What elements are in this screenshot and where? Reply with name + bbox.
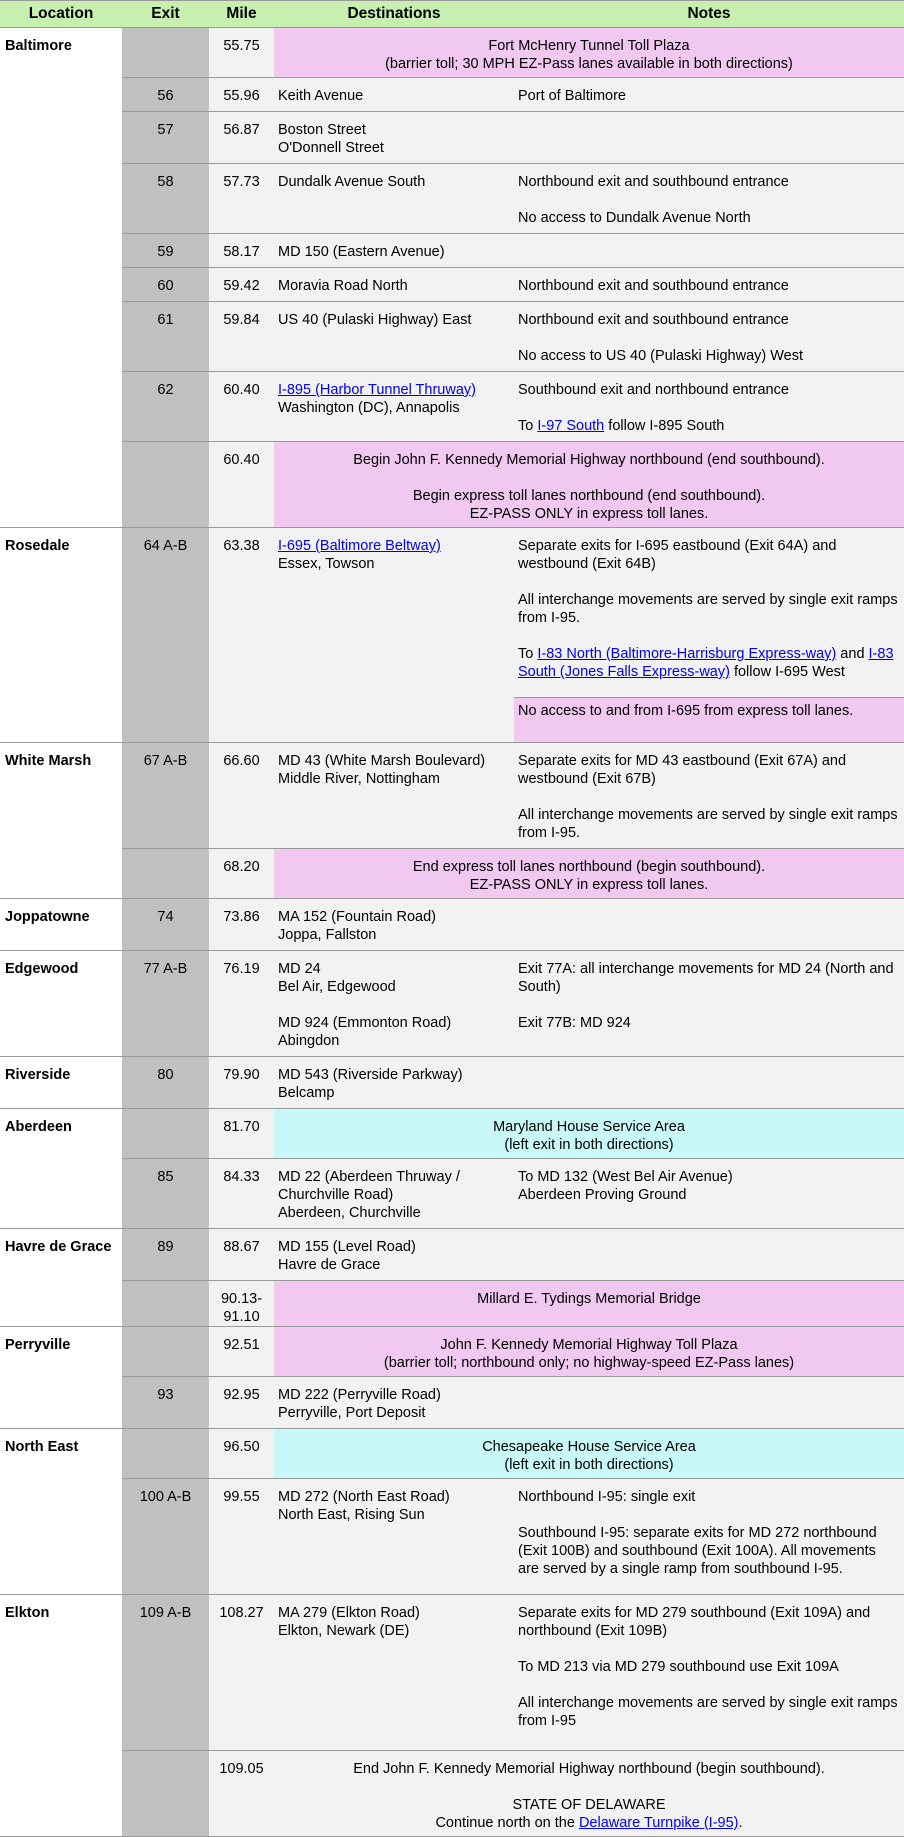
table-row: [0, 442, 904, 528]
table-row: [0, 28, 904, 78]
notes-cell: [514, 1159, 904, 1229]
note-text: To: [518, 418, 538, 434]
table-row: [0, 1057, 904, 1109]
note-line: [518, 645, 900, 681]
destination-cell: [274, 1479, 514, 1595]
note-line: Separate exits for MD 279 southbound (Exit 109A) and northbound (Exit 109B): [518, 1605, 871, 1639]
note-line: Exit 77B: MD 924: [518, 1015, 631, 1031]
mile-cell: 60.40: [209, 372, 274, 442]
dest-line: MD 924 (Emmonton Road): [278, 1015, 452, 1031]
note-line: (barrier toll; northbound only; no highway-speed EZ-Pass lanes): [383, 1355, 795, 1371]
mile-cell: 108.27: [209, 1595, 274, 1751]
table-row: [0, 1377, 904, 1429]
note-line: Northbound I-95: single exit: [518, 1489, 696, 1505]
location-aberdeen: Aberdeen: [0, 1109, 122, 1229]
note-line: All interchange movements are served by single exit ramps from I-95.: [518, 807, 898, 841]
mile-cell: 92.51: [209, 1327, 274, 1377]
express-lanes-end-note: [274, 849, 904, 899]
table-row: [0, 302, 904, 372]
destination-cell: [274, 1229, 514, 1281]
notes-cell: Northbound exit and southbound entrance: [514, 268, 904, 302]
destination-cell: [274, 372, 514, 442]
exit-cell: 89: [122, 1229, 209, 1281]
location-north-east: North East: [0, 1429, 122, 1595]
express-lanes-note: No access to and from I-695 from express toll lanes.: [514, 698, 904, 743]
destination-cell: [274, 899, 514, 951]
mile-line: 90.13-: [220, 1291, 263, 1307]
header-row: [0, 1, 904, 28]
table-row: [0, 112, 904, 164]
notes-cell: [514, 1377, 904, 1429]
mile-line: 91.10: [223, 1309, 260, 1325]
dest-line: MA 279 (Elkton Road): [278, 1605, 420, 1621]
note-line: Southbound exit and northbound entrance: [518, 382, 789, 398]
exit-cell: 60: [122, 268, 209, 302]
toll-plaza-note: [274, 28, 904, 78]
note-line: No access to Dundalk Avenue North: [518, 210, 751, 226]
service-area-note: [274, 1429, 904, 1479]
notes-cell: [514, 1229, 904, 1281]
i-97-south-link[interactable]: I-97 South: [537, 418, 605, 434]
mile-cell: 59.42: [209, 268, 274, 302]
mile-cell: 84.33: [209, 1159, 274, 1229]
exit-cell: [122, 28, 209, 78]
destination-cell: [274, 1057, 514, 1109]
table-row: [0, 1429, 904, 1479]
note-line: All interchange movements are served by single exit ramps from I-95: [518, 1695, 898, 1729]
note-line: To MD 213 via MD 279 southbound use Exit 109A: [518, 1659, 839, 1675]
note-text: and: [836, 646, 869, 662]
mile-cell: 68.20: [209, 849, 274, 899]
note-line: (left exit in both directions): [504, 1137, 674, 1153]
dest-line: Elkton, Newark (DE): [278, 1623, 410, 1639]
note-line: Exit 77A: all interchange movements for MD 24 (North and South): [518, 961, 894, 995]
exit-cell: [122, 1281, 209, 1327]
exit-cell: [122, 1109, 209, 1159]
destination-cell: [274, 951, 514, 1057]
exit-cell: 58: [122, 164, 209, 234]
dest-line: MD 222 (Perryville Road): [278, 1387, 441, 1403]
exit-cell: 67 A-B: [122, 743, 209, 849]
location-baltimore: Baltimore: [0, 28, 122, 528]
note-line: [518, 417, 900, 435]
dest-line: North East, Rising Sun: [278, 1507, 425, 1523]
header-notes: Notes: [514, 1, 904, 28]
jfk-highway-note: [274, 442, 904, 528]
mile-cell: 73.86: [209, 899, 274, 951]
note-line: Northbound exit and southbound entrance: [518, 312, 789, 328]
table-row: [0, 899, 904, 951]
dest-line: MA 152 (Fountain Road): [278, 909, 436, 925]
location-havre-de-grace: Havre de Grace: [0, 1229, 122, 1327]
note-line: EZ-PASS ONLY in express toll lanes.: [469, 877, 709, 893]
mile-cell: 59.84: [209, 302, 274, 372]
table-row: [0, 743, 904, 849]
service-area-note: [274, 1109, 904, 1159]
note-line: STATE OF DELAWARE: [512, 1797, 666, 1813]
table-row: [0, 951, 904, 1057]
table-row: [0, 372, 904, 442]
notes-cell: Port of Baltimore: [514, 78, 904, 112]
destination-cell: [274, 1377, 514, 1429]
toll-plaza-note: [274, 1327, 904, 1377]
table-row: [0, 268, 904, 302]
note-line: No access to US 40 (Pulaski Highway) West: [518, 348, 804, 364]
notes-cell: [514, 1057, 904, 1109]
table-row: [0, 1109, 904, 1159]
exit-cell: [122, 1429, 209, 1479]
mile-cell: 79.90: [209, 1057, 274, 1109]
exit-cell: [122, 849, 209, 899]
dest-line: Washington (DC), Annapolis: [278, 400, 460, 416]
header-exit: Exit: [122, 1, 209, 28]
mile-cell: 57.73: [209, 164, 274, 234]
exit-cell: 85: [122, 1159, 209, 1229]
dest-line: MD 43 (White Marsh Boulevard): [278, 753, 486, 769]
mile-cell: 81.70: [209, 1109, 274, 1159]
dest-line: Boston Street: [278, 122, 366, 138]
exit-cell: [122, 1327, 209, 1377]
exit-cell: [122, 442, 209, 528]
notes-cell: [514, 372, 904, 442]
mile-cell: 96.50: [209, 1429, 274, 1479]
location-elkton: Elkton: [0, 1595, 122, 1837]
note-text: To: [518, 646, 538, 662]
header-destinations: Destinations: [274, 1, 514, 28]
destination-cell: Dundalk Avenue South: [274, 164, 514, 234]
notes-cell: [514, 743, 904, 849]
mile-cell: 99.55: [209, 1479, 274, 1595]
dest-line: MD 155 (Level Road): [278, 1239, 416, 1255]
exit-cell: 109 A-B: [122, 1595, 209, 1751]
note-line: [278, 1814, 900, 1832]
exit-cell: 57: [122, 112, 209, 164]
location-riverside: Riverside: [0, 1057, 122, 1109]
table-row: [0, 1595, 904, 1751]
exit-cell: 93: [122, 1377, 209, 1429]
mile-cell: [209, 1281, 274, 1327]
note-line: Southbound I-95: separate exits for MD 272 northbound (Exit 100B) and southbound (Exit 100A). All movements are served by a single ramp from southbound I-95.: [518, 1525, 877, 1577]
mile-cell: 56.87: [209, 112, 274, 164]
dest-line: Joppa, Fallston: [278, 927, 377, 943]
destination-cell: [274, 1159, 514, 1229]
i-895-link[interactable]: I-895 (Harbor Tunnel Thruway): [278, 382, 476, 398]
location-perryville: Perryville: [0, 1327, 122, 1429]
dest-line: O'Donnell Street: [278, 140, 384, 156]
destination-cell: [274, 112, 514, 164]
dest-line: Bel Air, Edgewood: [278, 979, 396, 995]
exit-cell: 80: [122, 1057, 209, 1109]
exit-cell: 100 A-B: [122, 1479, 209, 1595]
note-line: Maryland House Service Area: [493, 1119, 685, 1135]
note-line: All interchange movements are served by single exit ramps from I-95.: [518, 592, 898, 626]
dest-line: Essex, Towson: [278, 556, 375, 572]
destination-cell: [274, 1595, 514, 1751]
destination-cell: [274, 743, 514, 849]
note-line: Chesapeake House Service Area: [482, 1439, 696, 1455]
note-line: Begin express toll lanes northbound (end southbound).: [412, 488, 766, 504]
i-83-south-link[interactable]: I-83 South (Jones Falls Express-way): [518, 646, 894, 680]
table-row: [0, 1479, 904, 1595]
header-location: Location: [0, 1, 122, 28]
table-row: [0, 1281, 904, 1327]
exit-cell: 61: [122, 302, 209, 372]
location-rosedale: Rosedale: [0, 528, 122, 743]
mile-cell: 109.05: [209, 1751, 274, 1837]
table-row: [0, 164, 904, 234]
notes-cell: [514, 1479, 904, 1595]
destination-cell: Moravia Road North: [274, 268, 514, 302]
notes-cell: [514, 1595, 904, 1751]
location-edgewood: Edgewood: [0, 951, 122, 1057]
note-line: Separate exits for I-695 eastbound (Exit 64A) and westbound (Exit 64B): [518, 538, 837, 572]
exit-cell: 64 A-B: [122, 528, 209, 743]
note-line: End John F. Kennedy Memorial Highway northbound (begin southbound).: [353, 1761, 825, 1777]
table-row: [0, 1229, 904, 1281]
note-line: (left exit in both directions): [504, 1457, 674, 1473]
i-83-north-link[interactable]: I-83 North (Baltimore-Harrisburg Express-way): [537, 646, 837, 662]
dest-line: Aberdeen, Churchville: [278, 1205, 421, 1221]
mile-cell: 76.19: [209, 951, 274, 1057]
note-line: EZ-PASS ONLY in express toll lanes.: [469, 506, 709, 522]
mile-cell: 58.17: [209, 234, 274, 268]
bridge-note: Millard E. Tydings Memorial Bridge: [274, 1281, 904, 1327]
note-line: To MD 132 (West Bel Air Avenue): [518, 1169, 733, 1185]
dest-line: MD 22 (Aberdeen Thruway / Churchville Road): [278, 1169, 460, 1203]
mile-cell: 63.38: [209, 528, 274, 743]
dest-line: Belcamp: [278, 1085, 335, 1101]
exit-cell: 59: [122, 234, 209, 268]
note-text: Continue north on the: [435, 1815, 579, 1831]
table-row: [0, 849, 904, 899]
notes-cell: [514, 302, 904, 372]
dest-line: Middle River, Nottingham: [278, 771, 440, 787]
i-695-link[interactable]: I-695 (Baltimore Beltway): [278, 538, 441, 554]
mile-cell: 92.95: [209, 1377, 274, 1429]
dest-line: MD 24: [278, 961, 321, 977]
note-line: Aberdeen Proving Ground: [518, 1187, 687, 1203]
note-line: Begin John F. Kennedy Memorial Highway northbound (end southbound).: [353, 452, 825, 468]
mile-cell: 55.75: [209, 28, 274, 78]
notes-cell: [514, 164, 904, 234]
exit-cell: 74: [122, 899, 209, 951]
note-line: (barrier toll; 30 MPH EZ-Pass lanes available in both directions): [385, 56, 793, 72]
note-line: Fort McHenry Tunnel Toll Plaza: [488, 38, 690, 54]
exit-cell: 62: [122, 372, 209, 442]
mile-cell: 88.67: [209, 1229, 274, 1281]
note-line: John F. Kennedy Memorial Highway Toll Plaza: [440, 1337, 738, 1353]
note-text: follow I-895 South: [604, 418, 725, 434]
header-mile: Mile: [209, 1, 274, 28]
note-line: End express toll lanes northbound (begin southbound).: [412, 859, 766, 875]
table-row: [0, 1751, 904, 1837]
destination-cell: Keith Avenue: [274, 78, 514, 112]
dest-line: MD 543 (Riverside Parkway): [278, 1067, 463, 1083]
notes-cell: [514, 899, 904, 951]
location-joppatowne: Joppatowne: [0, 899, 122, 951]
mile-cell: 66.60: [209, 743, 274, 849]
notes-cell: [514, 528, 904, 698]
mile-cell: 55.96: [209, 78, 274, 112]
destination-cell: US 40 (Pulaski Highway) East: [274, 302, 514, 372]
exit-cell: 56: [122, 78, 209, 112]
mile-cell: 60.40: [209, 442, 274, 528]
delaware-turnpike-link[interactable]: Delaware Turnpike (I-95): [578, 1815, 739, 1831]
notes-cell: [514, 112, 904, 164]
dest-line: MD 272 (North East Road): [278, 1489, 450, 1505]
dest-line: Perryville, Port Deposit: [278, 1405, 426, 1421]
table-row: [0, 1327, 904, 1377]
end-of-highway-note: [274, 1751, 904, 1837]
table-row: [0, 78, 904, 112]
notes-cell: [514, 234, 904, 268]
location-white-marsh: White Marsh: [0, 743, 122, 899]
dest-line: Havre de Grace: [278, 1257, 381, 1273]
table-row: [0, 234, 904, 268]
exit-cell: 77 A-B: [122, 951, 209, 1057]
destination-cell: MD 150 (Eastern Avenue): [274, 234, 514, 268]
note-text: follow I-695 West: [729, 664, 845, 680]
table-row: [0, 528, 904, 698]
note-line: Separate exits for MD 43 eastbound (Exit 67A) and westbound (Exit 67B): [518, 753, 847, 787]
exit-cell: [122, 1751, 209, 1837]
notes-cell: [514, 951, 904, 1057]
table-row: [0, 1159, 904, 1229]
note-text: .: [738, 1815, 743, 1831]
note-line: Northbound exit and southbound entrance: [518, 174, 789, 190]
destination-cell: [274, 528, 514, 743]
dest-line: Abingdon: [278, 1033, 340, 1049]
